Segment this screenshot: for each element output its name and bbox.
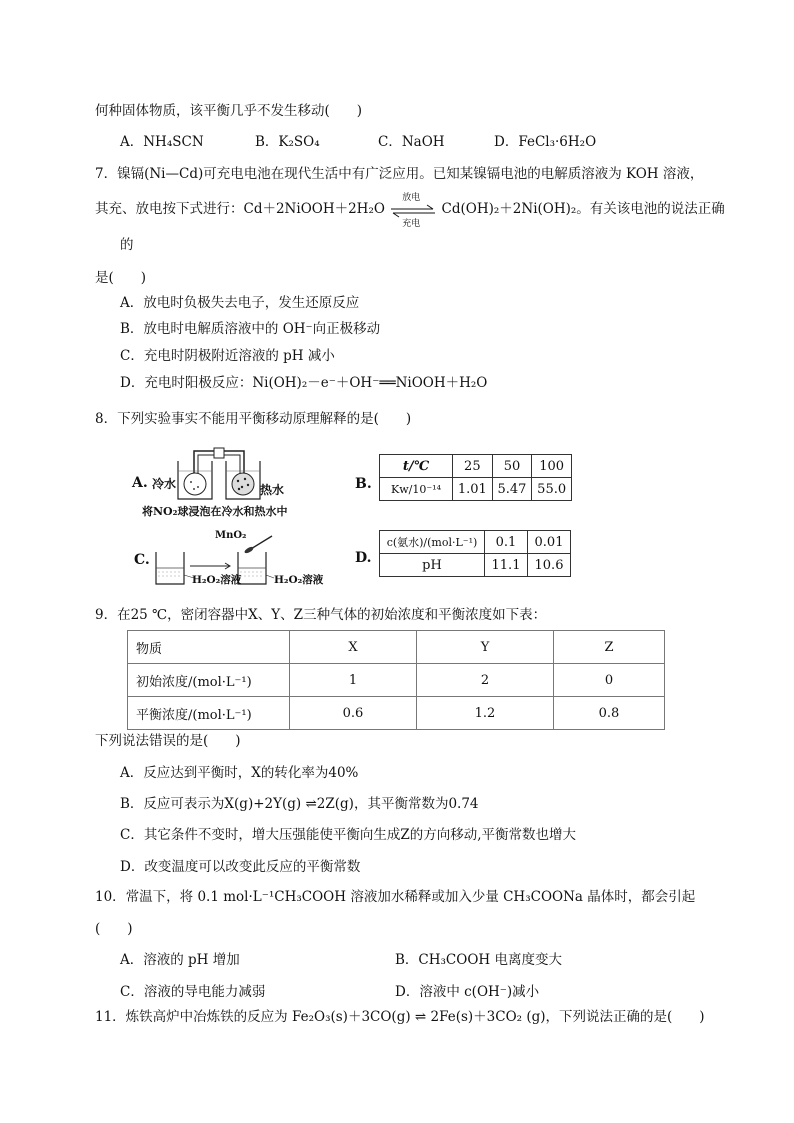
table-cell: 1.2: [417, 697, 554, 730]
table-cell: 11.1: [485, 554, 528, 577]
q10-option-c: C．溶液的导电能力减弱: [120, 984, 266, 1000]
h2o2-label-1: H₂O₂溶液: [192, 574, 242, 586]
q6-option-b: B．K₂SO₄: [255, 134, 320, 150]
q6-option-a: A．NH₄SCN: [120, 134, 204, 150]
q9-table: [127, 630, 665, 730]
h2o2-label-2: H₂O₂溶液: [274, 574, 324, 586]
table-cell: 100: [532, 455, 572, 478]
table-cell: Z: [554, 631, 665, 664]
q7-option-d: D．充电时阳极反应：Ni(OH)₂－e⁻＋OH⁻══NiOOH＋H₂O: [120, 375, 488, 391]
q7-stem-line3: 的: [120, 237, 134, 253]
q8-stem: 8．下列实验事实不能用平衡移动原理解释的是( ): [95, 411, 412, 427]
table-cell: Y: [417, 631, 554, 664]
hot-water-label: 热水: [260, 483, 285, 497]
q10-option-a: A．溶液的 pH 增加: [120, 952, 240, 968]
q7-reactants: 其充、放电按下式进行：Cd＋2NiOOH＋2H₂O: [95, 201, 385, 217]
q7-stem-line2: [95, 192, 725, 229]
cold-water-label: 冷水: [152, 477, 177, 491]
figure-a-caption: 将NO₂球浸泡在冷水和热水中: [142, 505, 288, 518]
table-cell: 0.1: [485, 531, 528, 554]
q10-option-d: D．溶液中 c(OH⁻)减小: [395, 984, 540, 1000]
q9-option-b: B．反应可表示为X(g)+2Y(g) ⇌2Z(g)，其平衡常数为0.74: [120, 796, 479, 812]
table-cell: 1.01: [453, 478, 493, 501]
q9-stem: 9．在25 ℃，密闭容器中X、Y、Z三种气体的初始浓度和平衡浓度如下表：: [95, 607, 547, 623]
table-cell: 物质: [128, 631, 290, 664]
arrow-label-charge: 充电: [402, 218, 421, 229]
q8-table-d: [379, 530, 571, 577]
table-row: [380, 554, 571, 577]
q6-stem: 何种固体物质，该平衡几乎不发生移动( ): [95, 103, 363, 119]
q11-stem: 11．炼铁高炉中冶炼铁的反应为 Fe₂O₃(s)＋3CO(g) ⇌ 2Fe(s)＋3CO₂ (g)，下列说法正确的是( ): [95, 1009, 705, 1025]
q9-option-d: D．改变温度可以改变此反应的平衡常数: [120, 859, 361, 875]
table-cell: 0.01: [528, 531, 571, 554]
figure-b-label: B.: [355, 476, 372, 492]
table-cell: 5.47: [492, 478, 532, 501]
figure-a-label: A.: [132, 475, 148, 491]
q10-stem-line1: 10．常温下，将 0.1 mol·L⁻¹CH₃COOH 溶液加水稀释或加入少量 CH₃COONa 晶体时，都会引起: [95, 889, 696, 905]
table-row: [380, 531, 571, 554]
q9-question: 下列说法错误的是( ): [95, 733, 241, 749]
mno2-label: MnO₂: [215, 530, 247, 541]
table-cell: pH: [380, 554, 485, 577]
table-row: [128, 631, 665, 664]
q8-figure-c: [132, 528, 352, 590]
q7-option-a: A．放电时负极失去电子，发生还原反应: [120, 295, 360, 311]
q7-stem-line4: 是( ): [95, 270, 147, 286]
q6-option-d: D．FeCl₃·6H₂O: [494, 134, 597, 150]
figure-d-label: D.: [355, 550, 372, 566]
q7-option-c: C．充电时阴极附近溶液的 pH 减小: [120, 348, 335, 364]
q6-option-c: C．NaOH: [378, 134, 445, 150]
table-row: [380, 455, 572, 478]
table-cell: t/℃: [380, 455, 453, 478]
q10-option-b: B．CH₃COOH 电离度变大: [395, 952, 562, 968]
q7-option-b: B．放电时电解质溶液中的 OH⁻向正极移动: [120, 321, 381, 337]
table-cell: 0.6: [290, 697, 417, 730]
table-cell: 1: [290, 664, 417, 697]
table-cell: 2: [417, 664, 554, 697]
q8-table-b: [379, 454, 572, 501]
table-cell: 25: [453, 455, 493, 478]
q7-stem-line1: 7．镍镉(Ni—Cd)可充电电池在现代生活中有广泛应用。已知某镍镉电池的电解质溶液为 KOH 溶液，: [95, 166, 704, 182]
table-cell: 平衡浓度/(mol·L⁻¹): [128, 697, 290, 730]
table-cell: 0.8: [554, 697, 665, 730]
table-cell: 0: [554, 664, 665, 697]
table-cell: Kw/10⁻¹⁴: [380, 478, 453, 501]
q10-stem-line2: ( ): [95, 921, 133, 937]
figure-c-label: C.: [134, 552, 150, 568]
table-cell: 55.0: [532, 478, 572, 501]
reversible-arrow-icon: [389, 192, 437, 229]
table-row: [128, 664, 665, 697]
table-cell: 10.6: [528, 554, 571, 577]
table-row: [380, 478, 572, 501]
q7-products: Cd(OH)₂＋2Ni(OH)₂。有关该电池的说法正确: [441, 201, 725, 217]
q8-figure-a: [132, 445, 322, 517]
table-cell: X: [290, 631, 417, 664]
table-cell: 初始浓度/(mol·L⁻¹): [128, 664, 290, 697]
table-cell: c(氨水)/(mol·L⁻¹): [380, 531, 485, 554]
table-row: [128, 697, 665, 730]
q9-option-c: C．其它条件不变时，增大压强能使平衡向生成Z的方向移动,平衡常数也增大: [120, 827, 576, 843]
q9-option-a: A．反应达到平衡时，X的转化率为40%: [120, 765, 359, 781]
table-cell: 50: [492, 455, 532, 478]
arrow-label-discharge: 放电: [402, 192, 421, 203]
